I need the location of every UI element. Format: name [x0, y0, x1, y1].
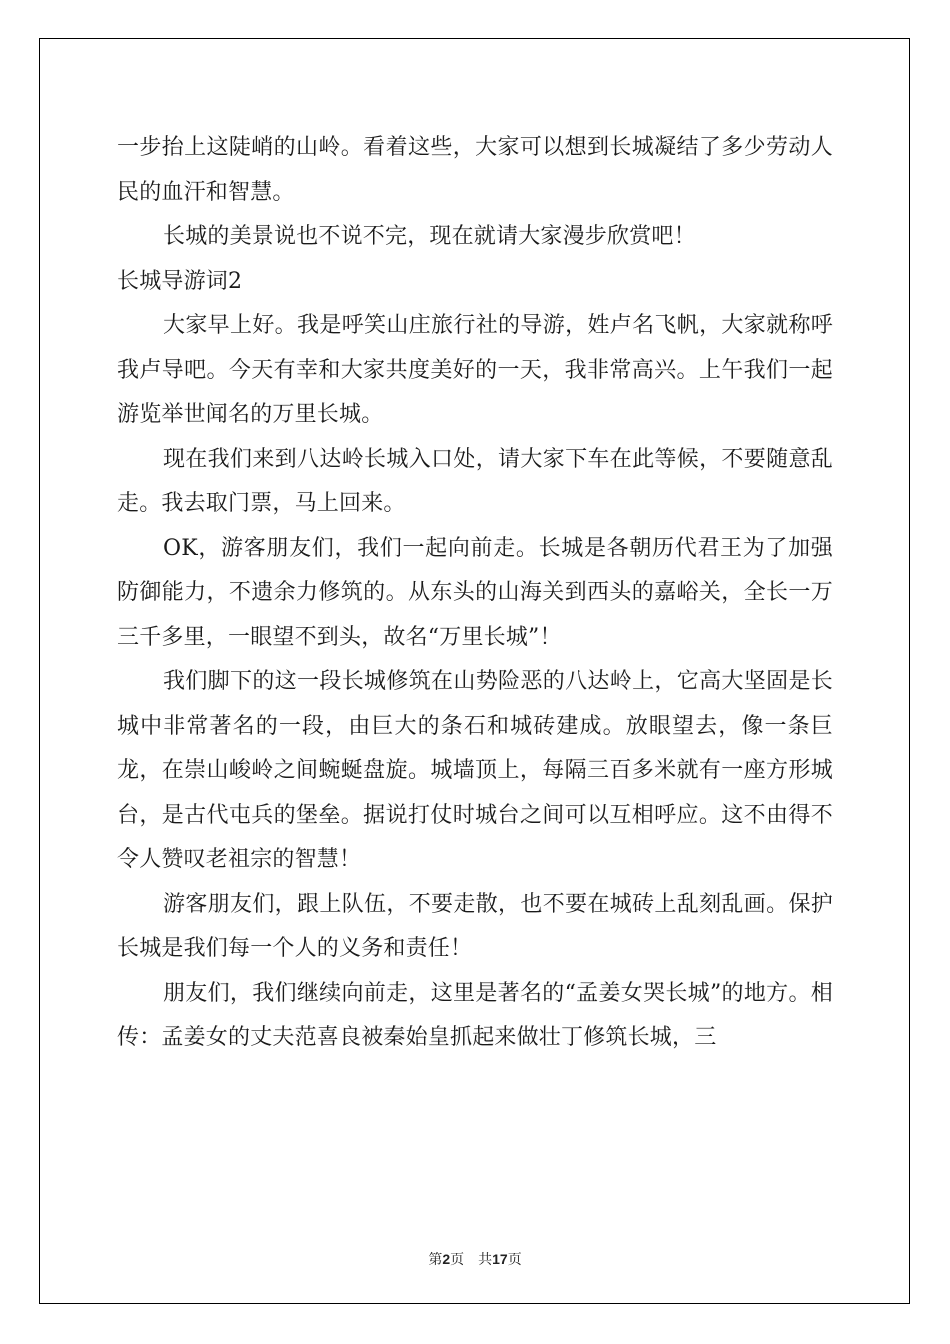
- total-prefix: 共: [478, 1252, 493, 1268]
- paragraph-5: OK，游客朋友们，我们一起向前走。长城是各朝历代君王为了加强防御能力，不遗余力修筑的。从东头的山海关到西头的嘉峪关，全长一万三千多里，一眼望不到头，故名“万里长城”！: [117, 535, 833, 650]
- page-prefix: 第: [428, 1252, 443, 1268]
- paragraph-7: 游客朋友们，跟上队伍，不要走散，也不要在城砖上乱刻乱画。保护长城是我们每一个人的义务和责任！: [117, 891, 833, 961]
- document-body: [117, 126, 833, 1061]
- paragraph-8: 朋友们，我们继续向前走，这里是著名的“孟姜女哭长城”的地方。相传：孟姜女的丈夫范喜良被秦始皇抓起来做壮丁修筑长城，三: [117, 980, 833, 1050]
- paragraph-6: 我们脚下的这一段长城修筑在山势险恶的八达岭上，它高大坚固是长城中非常著名的一段，由巨大的条石和城砖建成。放眼望去，像一条巨龙，在崇山峻岭之间蜿蜒盘旋。城墙顶上，每隔三百多米就有一座方形城台，是古代屯兵的堡垒。据说打仗时城台之间可以互相呼应。这不由得不令人赞叹老祖宗的智慧！: [117, 669, 833, 872]
- page-number: 2: [442, 1251, 451, 1267]
- page-suffix: 页: [450, 1252, 465, 1268]
- paragraph-3: 大家早上好。我是呼笑山庄旅行社的导游，姓卢名飞帆，大家就称呼我卢导吧。今天有幸和大家共度美好的一天，我非常高兴。上午我们一起游览举世闻名的万里长城。: [117, 313, 833, 427]
- paragraph-1: 一步抬上这陡峭的山岭。看着这些，大家可以想到长城凝结了多少劳动人民的血汗和智慧。: [117, 135, 833, 205]
- total-suffix: 页: [507, 1252, 522, 1268]
- paragraph-4: 现在我们来到八达岭长城入口处，请大家下车在此等候，不要随意乱走。我去取门票，马上回来。: [117, 446, 833, 516]
- section-heading: 长城导游词2: [117, 268, 243, 294]
- total-pages: 17: [492, 1251, 508, 1267]
- paragraph-2: 长城的美景说也不说不完，现在就请大家漫步欣赏吧！: [163, 224, 696, 249]
- page-footer: [0, 1249, 950, 1269]
